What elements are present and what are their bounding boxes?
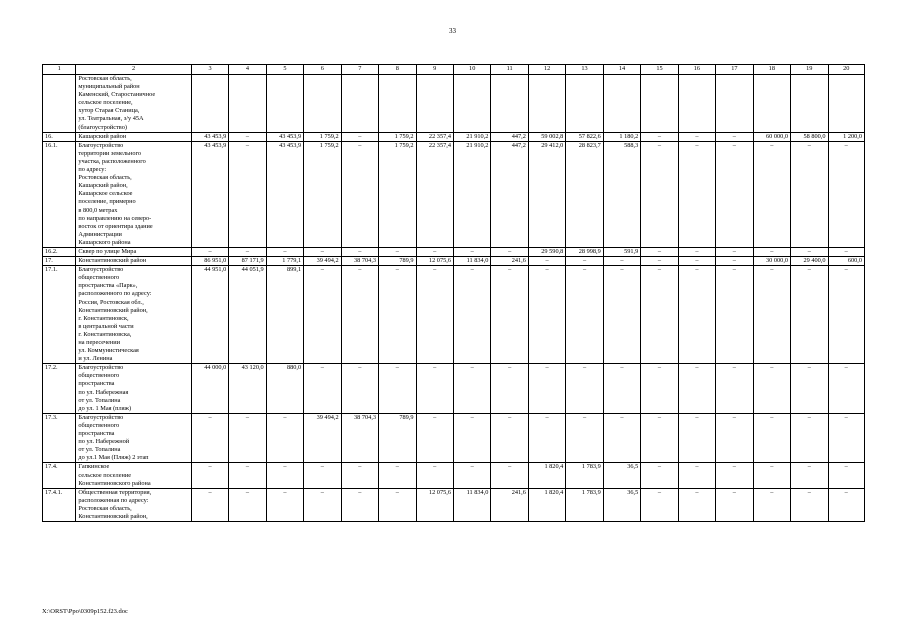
- value-cell: –: [566, 413, 603, 463]
- value-cell: –: [678, 257, 715, 266]
- value-cell: 600,0: [828, 257, 865, 266]
- row-number: 17.4.1.: [43, 488, 76, 521]
- value-cell: –: [753, 141, 790, 247]
- value-cell: –: [678, 463, 715, 488]
- header-cell: 16: [678, 65, 715, 75]
- value-cell: –: [379, 364, 416, 414]
- value-cell: 880,0: [266, 364, 303, 414]
- value-cell: [453, 75, 490, 133]
- header-cell: 20: [828, 65, 865, 75]
- value-cell: –: [791, 488, 828, 521]
- value-cell: –: [603, 266, 640, 364]
- value-cell: 1 200,0: [828, 132, 865, 141]
- value-cell: –: [678, 364, 715, 414]
- value-cell: [266, 75, 303, 133]
- value-cell: –: [229, 141, 266, 247]
- value-cell: [791, 75, 828, 133]
- value-cell: 789,9: [379, 257, 416, 266]
- value-cell: –: [716, 132, 753, 141]
- value-cell: 44 000,0: [191, 364, 228, 414]
- header-cell: 19: [791, 65, 828, 75]
- value-cell: 38 704,3: [341, 257, 378, 266]
- row-name: Благоустройство общественного пространства по ул. Набережная от ул. Топалина до ул. 1 Мая (пляж): [76, 364, 191, 414]
- header-cell: 9: [416, 65, 453, 75]
- value-cell: 44 051,9: [229, 266, 266, 364]
- value-cell: 36,5: [603, 463, 640, 488]
- value-cell: –: [641, 247, 678, 256]
- table-body: [43, 65, 865, 522]
- value-cell: –: [716, 257, 753, 266]
- value-cell: 60 000,0: [753, 132, 790, 141]
- value-cell: –: [603, 413, 640, 463]
- value-cell: 1 820,4: [528, 463, 565, 488]
- value-cell: –: [828, 463, 865, 488]
- value-cell: –: [229, 247, 266, 256]
- value-cell: –: [266, 413, 303, 463]
- table-row: [43, 488, 865, 521]
- value-cell: 447,2: [491, 132, 528, 141]
- row-number: [43, 75, 76, 133]
- value-cell: –: [678, 266, 715, 364]
- value-cell: –: [229, 463, 266, 488]
- value-cell: –: [716, 488, 753, 521]
- value-cell: –: [791, 247, 828, 256]
- value-cell: [641, 75, 678, 133]
- value-cell: –: [641, 141, 678, 247]
- row-number: 16.1.: [43, 141, 76, 247]
- value-cell: –: [491, 266, 528, 364]
- value-cell: 59 002,8: [528, 132, 565, 141]
- value-cell: –: [416, 247, 453, 256]
- table-row: [43, 75, 865, 133]
- value-cell: –: [641, 413, 678, 463]
- value-cell: –: [828, 364, 865, 414]
- value-cell: –: [716, 266, 753, 364]
- value-cell: –: [791, 266, 828, 364]
- value-cell: 58 800,0: [791, 132, 828, 141]
- value-cell: –: [416, 463, 453, 488]
- value-cell: 29 590,8: [528, 247, 565, 256]
- value-cell: –: [678, 413, 715, 463]
- value-cell: –: [791, 413, 828, 463]
- value-cell: –: [678, 141, 715, 247]
- row-name: Сквер по улице Мира: [76, 247, 191, 256]
- value-cell: –: [453, 364, 490, 414]
- value-cell: 87 171,9: [229, 257, 266, 266]
- table-row: [43, 257, 865, 266]
- value-cell: [753, 75, 790, 133]
- value-cell: –: [416, 364, 453, 414]
- value-cell: –: [341, 463, 378, 488]
- value-cell: –: [678, 132, 715, 141]
- value-cell: –: [304, 488, 341, 521]
- value-cell: 39 494,2: [304, 413, 341, 463]
- row-number: 17.3.: [43, 413, 76, 463]
- value-cell: 21 910,2: [453, 141, 490, 247]
- value-cell: –: [753, 463, 790, 488]
- row-name: Благоустройство общественного пространства «Парк», расположенного по адресу: Россия, Ростовская обл., Константиновский район, г. Константиновск, в центральной части г. Константиновска, на пересечении ул. Коммунистическая и ул. Ленина: [76, 266, 191, 364]
- value-cell: –: [528, 257, 565, 266]
- table-row: [43, 413, 865, 463]
- header-cell: 10: [453, 65, 490, 75]
- value-cell: –: [191, 488, 228, 521]
- row-name: Гапкинское сельское поселение Константиновского района: [76, 463, 191, 488]
- row-number: 17.1.: [43, 266, 76, 364]
- header-cell: 1: [43, 65, 76, 75]
- value-cell: –: [753, 266, 790, 364]
- header-cell: 15: [641, 65, 678, 75]
- value-cell: 29 412,0: [528, 141, 565, 247]
- value-cell: 1 759,2: [379, 132, 416, 141]
- value-cell: 11 834,0: [453, 488, 490, 521]
- value-cell: 11 834,0: [453, 257, 490, 266]
- value-cell: –: [566, 257, 603, 266]
- value-cell: 22 357,4: [416, 132, 453, 141]
- value-cell: 241,6: [491, 257, 528, 266]
- value-cell: 789,9: [379, 413, 416, 463]
- value-cell: –: [341, 132, 378, 141]
- value-cell: 1 783,9: [566, 463, 603, 488]
- value-cell: –: [678, 488, 715, 521]
- value-cell: –: [603, 364, 640, 414]
- value-cell: 1 759,2: [304, 141, 341, 247]
- value-cell: –: [341, 266, 378, 364]
- value-cell: [678, 75, 715, 133]
- footer-file-path: X:\ORST\Ppo\0309p152.f23.doc: [42, 608, 128, 615]
- value-cell: –: [641, 463, 678, 488]
- table-row: [43, 364, 865, 414]
- value-cell: 39 494,2: [304, 257, 341, 266]
- value-cell: –: [828, 488, 865, 521]
- value-cell: –: [716, 413, 753, 463]
- value-cell: –: [453, 413, 490, 463]
- value-cell: –: [304, 266, 341, 364]
- value-cell: 1 759,2: [304, 132, 341, 141]
- value-cell: 21 910,2: [453, 132, 490, 141]
- value-cell: –: [753, 364, 790, 414]
- value-cell: 38 704,3: [341, 413, 378, 463]
- value-cell: 447,2: [491, 141, 528, 247]
- value-cell: [566, 75, 603, 133]
- value-cell: –: [191, 247, 228, 256]
- value-cell: 43 453,9: [266, 132, 303, 141]
- value-cell: 29 400,0: [791, 257, 828, 266]
- value-cell: –: [304, 364, 341, 414]
- header-cell: 5: [266, 65, 303, 75]
- value-cell: –: [379, 266, 416, 364]
- row-name: Благоустройство общественного пространства по ул. Набережной от ул. Топалина до ул.1 Мая (Пляж) 2 этап: [76, 413, 191, 463]
- value-cell: [491, 75, 528, 133]
- value-cell: –: [266, 488, 303, 521]
- value-cell: –: [416, 413, 453, 463]
- value-cell: 57 822,6: [566, 132, 603, 141]
- row-name: Ростовская область, муниципальный район Каменский, Старостаничное сельское поселение, хутор Старая Станица, ул. Театральная, з/у 45А (благоустройство): [76, 75, 191, 133]
- header-cell: 2: [76, 65, 191, 75]
- value-cell: [191, 75, 228, 133]
- value-cell: –: [341, 364, 378, 414]
- value-cell: –: [566, 266, 603, 364]
- value-cell: –: [641, 257, 678, 266]
- value-cell: [716, 75, 753, 133]
- page-number: 33: [449, 27, 456, 35]
- value-cell: 241,6: [491, 488, 528, 521]
- value-cell: –: [491, 463, 528, 488]
- header-cell: 4: [229, 65, 266, 75]
- value-cell: –: [229, 132, 266, 141]
- value-cell: –: [453, 463, 490, 488]
- row-number: 16.2.: [43, 247, 76, 256]
- table-row: [43, 141, 865, 247]
- value-cell: –: [528, 266, 565, 364]
- value-cell: 1 783,9: [566, 488, 603, 521]
- value-cell: –: [791, 364, 828, 414]
- value-cell: –: [266, 247, 303, 256]
- value-cell: –: [191, 463, 228, 488]
- row-name: Общественная территория, расположенная по адресу: Ростовская область, Константиновский район,: [76, 488, 191, 521]
- value-cell: 22 357,4: [416, 141, 453, 247]
- budget-table: [42, 64, 865, 522]
- value-cell: 43 120,0: [229, 364, 266, 414]
- row-name: Константиновский район: [76, 257, 191, 266]
- table-row: [43, 132, 865, 141]
- value-cell: [603, 75, 640, 133]
- row-number: 17.2.: [43, 364, 76, 414]
- value-cell: –: [379, 488, 416, 521]
- value-cell: –: [491, 364, 528, 414]
- value-cell: 30 000,0: [753, 257, 790, 266]
- value-cell: –: [641, 266, 678, 364]
- row-name: Кашарский район: [76, 132, 191, 141]
- value-cell: –: [678, 247, 715, 256]
- value-cell: –: [191, 413, 228, 463]
- table-row: [43, 463, 865, 488]
- value-cell: [528, 75, 565, 133]
- header-cell: 3: [191, 65, 228, 75]
- value-cell: [304, 75, 341, 133]
- value-cell: 12 075,6: [416, 257, 453, 266]
- value-cell: –: [641, 364, 678, 414]
- value-cell: –: [716, 364, 753, 414]
- value-cell: 28 823,7: [566, 141, 603, 247]
- value-cell: [229, 75, 266, 133]
- value-cell: –: [304, 463, 341, 488]
- header-cell: 17: [716, 65, 753, 75]
- header-row: [43, 65, 865, 75]
- header-cell: 11: [491, 65, 528, 75]
- value-cell: –: [453, 247, 490, 256]
- value-cell: –: [828, 266, 865, 364]
- table-row: [43, 247, 865, 256]
- value-cell: –: [791, 463, 828, 488]
- value-cell: –: [528, 364, 565, 414]
- value-cell: 1 180,2: [603, 132, 640, 141]
- value-cell: –: [341, 247, 378, 256]
- value-cell: –: [828, 141, 865, 247]
- header-cell: 14: [603, 65, 640, 75]
- value-cell: 12 075,6: [416, 488, 453, 521]
- value-cell: –: [229, 488, 266, 521]
- value-cell: –: [304, 247, 341, 256]
- value-cell: –: [341, 488, 378, 521]
- value-cell: –: [603, 257, 640, 266]
- row-number: 16.: [43, 132, 76, 141]
- header-cell: 18: [753, 65, 790, 75]
- value-cell: 43 453,9: [191, 132, 228, 141]
- value-cell: –: [491, 247, 528, 256]
- value-cell: –: [416, 266, 453, 364]
- value-cell: –: [229, 413, 266, 463]
- value-cell: –: [641, 132, 678, 141]
- value-cell: 28 998,9: [566, 247, 603, 256]
- value-cell: [379, 75, 416, 133]
- value-cell: –: [716, 463, 753, 488]
- value-cell: [828, 75, 865, 133]
- value-cell: –: [828, 413, 865, 463]
- value-cell: –: [753, 247, 790, 256]
- value-cell: –: [753, 413, 790, 463]
- value-cell: 36,5: [603, 488, 640, 521]
- header-cell: 6: [304, 65, 341, 75]
- value-cell: –: [716, 141, 753, 247]
- header-cell: 7: [341, 65, 378, 75]
- value-cell: –: [641, 488, 678, 521]
- value-cell: –: [566, 364, 603, 414]
- row-number: 17.4.: [43, 463, 76, 488]
- value-cell: [416, 75, 453, 133]
- value-cell: 1 779,1: [266, 257, 303, 266]
- header-cell: 8: [379, 65, 416, 75]
- value-cell: 1 820,4: [528, 488, 565, 521]
- value-cell: 1 759,2: [379, 141, 416, 247]
- row-name: Благоустройство территории земельного участка, расположенного по адресу: Ростовская область, Кашарский район, Кашарское сельское поселение, примерно в 800,0 метрах по направлению на северо- восток от ориентира здание Администрации Кашарского района: [76, 141, 191, 247]
- value-cell: 588,3: [603, 141, 640, 247]
- value-cell: –: [716, 247, 753, 256]
- value-cell: 43 453,9: [191, 141, 228, 247]
- header-cell: 12: [528, 65, 565, 75]
- value-cell: 86 951,0: [191, 257, 228, 266]
- value-cell: –: [453, 266, 490, 364]
- value-cell: –: [266, 463, 303, 488]
- value-cell: –: [791, 141, 828, 247]
- value-cell: –: [379, 463, 416, 488]
- value-cell: 44 951,0: [191, 266, 228, 364]
- value-cell: –: [379, 247, 416, 256]
- value-cell: –: [491, 413, 528, 463]
- table-row: [43, 266, 865, 364]
- value-cell: –: [341, 141, 378, 247]
- value-cell: –: [753, 488, 790, 521]
- value-cell: 43 453,9: [266, 141, 303, 247]
- row-number: 17.: [43, 257, 76, 266]
- value-cell: [341, 75, 378, 133]
- value-cell: –: [828, 247, 865, 256]
- header-cell: 13: [566, 65, 603, 75]
- value-cell: 591,9: [603, 247, 640, 256]
- value-cell: –: [528, 413, 565, 463]
- value-cell: 899,1: [266, 266, 303, 364]
